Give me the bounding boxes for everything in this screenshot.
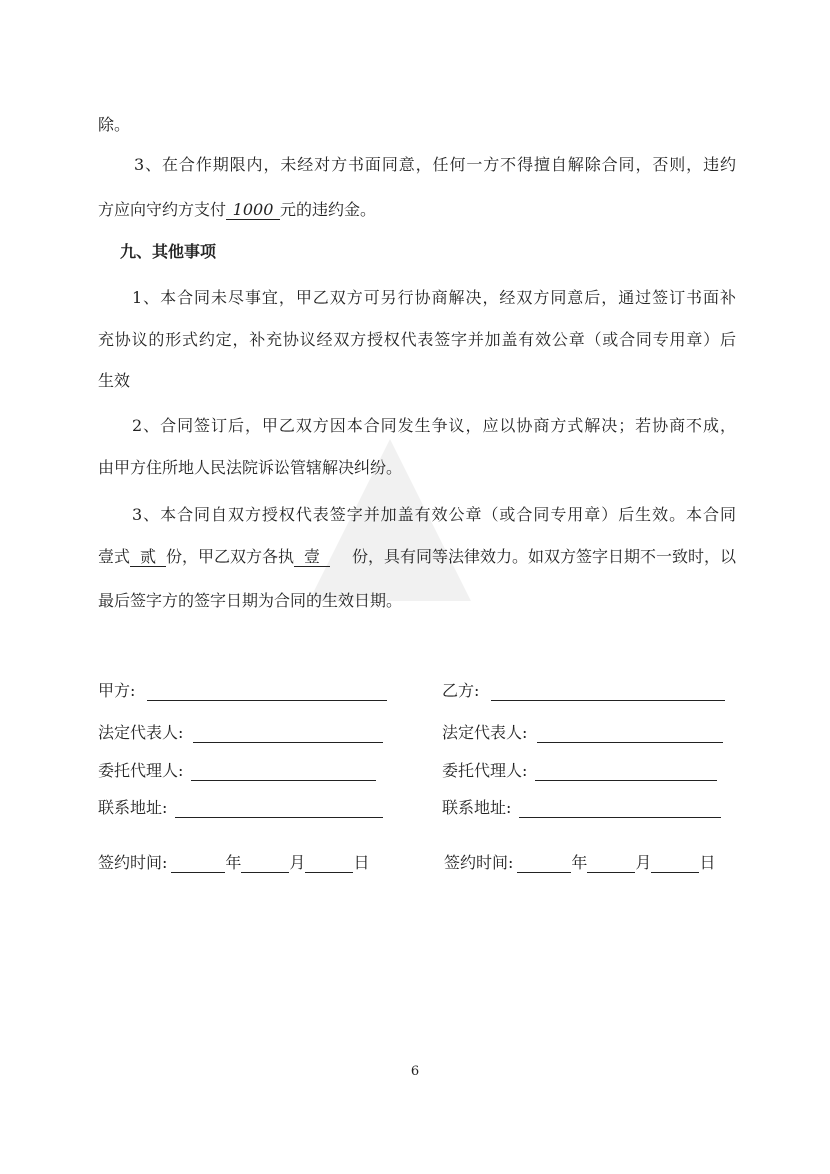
copies-total: 贰 [130, 548, 166, 567]
party-b-address-blank[interactable] [519, 801, 721, 818]
party-a-address-field[interactable] [98, 798, 383, 818]
label: 签约时间: [98, 853, 168, 872]
party-b-agent-blank[interactable] [535, 764, 717, 781]
party-a-date-field[interactable] [98, 853, 369, 873]
party-a-agent-blank[interactable] [191, 764, 376, 781]
text: 份，甲乙双方各执 [166, 547, 295, 566]
page-number: 6 [410, 1064, 420, 1079]
label: 乙方: [442, 681, 480, 700]
label: 委托代理人: [442, 761, 528, 780]
paragraph-continuation: 除。 [98, 115, 131, 134]
section-heading: 九、其他事项 [120, 242, 217, 261]
label: 签约时间: [444, 853, 514, 872]
label: 日 [699, 853, 716, 872]
text: 元的违约金。 [280, 200, 377, 219]
party-a-blank[interactable] [147, 684, 387, 701]
penalty-amount: 1000 [226, 201, 280, 220]
clause-9-2-line1: 2、合同签订后，甲乙双方因本合同发生争议，应以协商方式解决；若协商不成， [132, 416, 736, 435]
text: 份，具有同等法律效力。如双方签字日期不一致时，以 [351, 547, 736, 566]
clause-9-1-line1: 1、本合同未尽事宜，甲乙双方可另行协商解决，经双方同意后，通过签订书面补 [132, 288, 736, 307]
text: 壹式 [98, 547, 131, 566]
party-b-date-field[interactable] [444, 853, 715, 873]
party-b-field[interactable] [442, 681, 725, 701]
day-blank[interactable] [651, 856, 699, 873]
party-b-blank[interactable] [491, 684, 725, 701]
clause-9-3-line3: 最后签字方的签字日期为合同的生效日期。 [98, 591, 403, 610]
party-a-rep-field[interactable] [98, 723, 383, 743]
label: 联系地址: [98, 798, 168, 817]
clause-8-3-line1: 3、在合作期限内，未经对方书面同意，任何一方不得擅自解除合同，否则，违约 [134, 155, 736, 174]
label: 甲方: [98, 681, 136, 700]
label: 法定代表人: [98, 723, 184, 742]
party-b-rep-blank[interactable] [537, 726, 723, 743]
label: 联系地址: [442, 798, 512, 817]
day-blank[interactable] [305, 856, 353, 873]
party-b-address-field[interactable] [442, 798, 721, 818]
clause-8-3-line2 [98, 200, 736, 220]
year-blank[interactable] [517, 856, 571, 873]
text: 方应向守约方支付 [98, 200, 227, 219]
clause-9-3-line2 [98, 547, 736, 567]
label: 法定代表人: [442, 723, 528, 742]
party-b-rep-field[interactable] [442, 723, 723, 743]
clause-9-3-line1: 3、本合同自双方授权代表签字并加盖有效公章（或合同专用章）后生效。本合同 [132, 505, 736, 524]
label: 年 [571, 853, 588, 872]
label: 月 [289, 853, 306, 872]
party-a-field[interactable] [98, 681, 387, 701]
clause-9-1-line3: 生效 [98, 371, 131, 390]
month-blank[interactable] [241, 856, 289, 873]
label: 月 [635, 853, 652, 872]
label: 年 [225, 853, 242, 872]
year-blank[interactable] [171, 856, 225, 873]
party-a-agent-field[interactable] [98, 761, 376, 781]
clause-9-1-line2: 充协议的形式约定，补充协议经双方授权代表签字并加盖有效公章（或合同专用章）后 [98, 330, 736, 349]
label: 委托代理人: [98, 761, 184, 780]
label: 日 [353, 853, 370, 872]
party-a-rep-blank[interactable] [193, 726, 383, 743]
party-b-agent-field[interactable] [442, 761, 717, 781]
party-a-address-blank[interactable] [175, 801, 383, 818]
clause-9-2-line2: 由甲方住所地人民法院诉讼管辖解决纠纷。 [98, 458, 403, 477]
month-blank[interactable] [587, 856, 635, 873]
copies-each: 壹 [294, 548, 330, 567]
